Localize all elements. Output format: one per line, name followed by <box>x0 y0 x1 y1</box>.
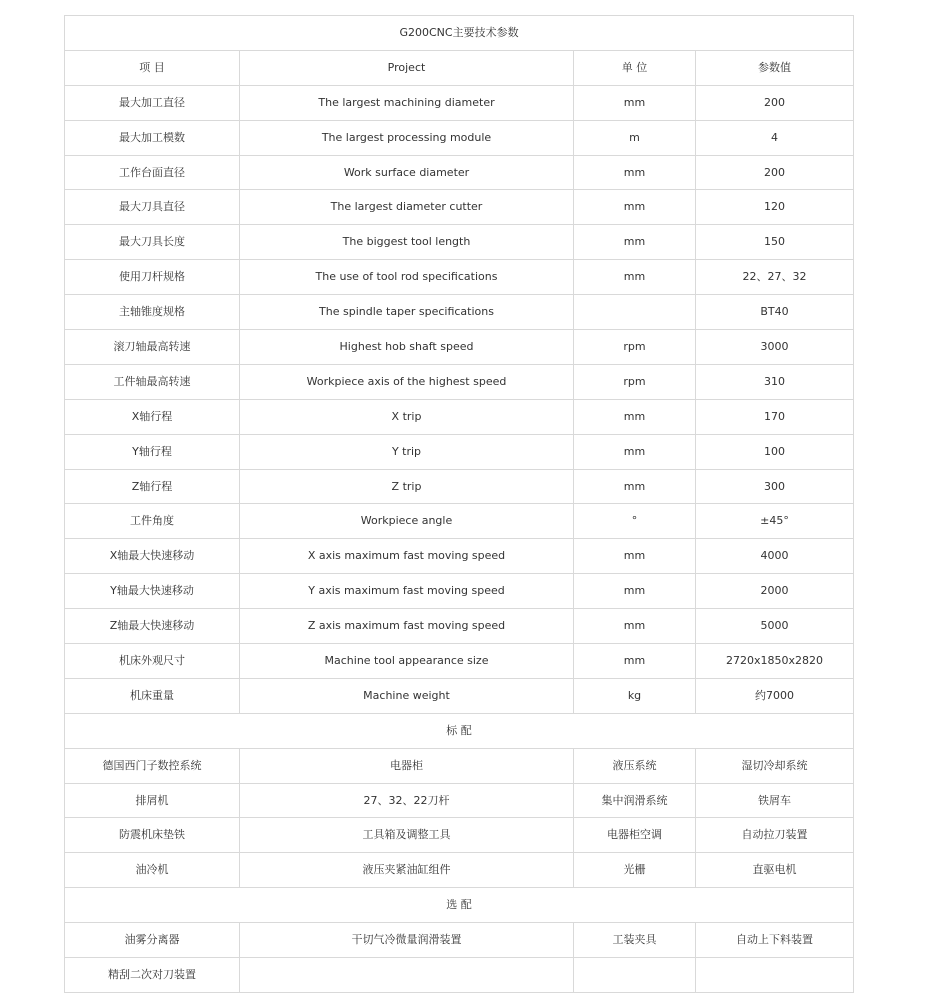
param-name-en: X trip <box>240 399 574 434</box>
title-row <box>65 16 854 51</box>
standard-item: 油冷机 <box>65 853 240 888</box>
param-name-cn: 工件角度 <box>65 504 240 539</box>
param-name-en: Machine tool appearance size <box>240 644 574 679</box>
param-value: 4000 <box>696 539 854 574</box>
param-row <box>65 120 854 155</box>
param-name-en: Z axis maximum fast moving speed <box>240 609 574 644</box>
param-name-cn: 最大刀具长度 <box>65 225 240 260</box>
param-name-cn: X轴行程 <box>65 399 240 434</box>
param-name-cn: 主轴锥度规格 <box>65 295 240 330</box>
optional-item <box>696 958 854 993</box>
optional-item: 自动上下料装置 <box>696 923 854 958</box>
param-row <box>65 364 854 399</box>
standard-item-row <box>65 853 854 888</box>
param-name-en: Highest hob shaft speed <box>240 330 574 365</box>
standard-item: 湿切冷却系统 <box>696 748 854 783</box>
param-row <box>65 469 854 504</box>
param-unit: mm <box>574 434 696 469</box>
spec-table-body <box>65 16 854 993</box>
param-name-cn: X轴最大快速移动 <box>65 539 240 574</box>
standard-heading: 标 配 <box>65 713 854 748</box>
param-value: 100 <box>696 434 854 469</box>
param-name-en: The largest processing module <box>240 120 574 155</box>
param-unit: mm <box>574 190 696 225</box>
param-value: 200 <box>696 85 854 120</box>
param-name-en: X axis maximum fast moving speed <box>240 539 574 574</box>
param-row <box>65 155 854 190</box>
param-row <box>65 539 854 574</box>
standard-item: 防震机床垫铁 <box>65 818 240 853</box>
param-value: 300 <box>696 469 854 504</box>
standard-item: 集中润滑系统 <box>574 783 696 818</box>
standard-item-row <box>65 818 854 853</box>
table-title: G200CNC主要技术参数 <box>65 16 854 51</box>
param-row <box>65 225 854 260</box>
standard-item-row <box>65 783 854 818</box>
param-name-cn: 机床外观尺寸 <box>65 644 240 679</box>
header-unit: 单 位 <box>574 50 696 85</box>
standard-item: 27、32、22刀杆 <box>240 783 574 818</box>
optional-item: 精刮二次对刀装置 <box>65 958 240 993</box>
param-row <box>65 260 854 295</box>
param-name-en: The spindle taper specifications <box>240 295 574 330</box>
header-value: 参数值 <box>696 50 854 85</box>
param-name-en: The largest machining diameter <box>240 85 574 120</box>
param-row <box>65 85 854 120</box>
param-name-cn: 滚刀轴最高转速 <box>65 330 240 365</box>
param-name-en: The use of tool rod specifications <box>240 260 574 295</box>
param-value: 200 <box>696 155 854 190</box>
param-value: BT40 <box>696 295 854 330</box>
param-row <box>65 399 854 434</box>
param-name-en: Work surface diameter <box>240 155 574 190</box>
param-name-en: Workpiece axis of the highest speed <box>240 364 574 399</box>
optional-item <box>574 958 696 993</box>
param-name-cn: 使用刀杆规格 <box>65 260 240 295</box>
param-name-cn: Y轴行程 <box>65 434 240 469</box>
param-value: 5000 <box>696 609 854 644</box>
param-unit: mm <box>574 399 696 434</box>
param-unit: kg <box>574 678 696 713</box>
optional-item: 工装夹具 <box>574 923 696 958</box>
param-value: 2720x1850x2820 <box>696 644 854 679</box>
optional-item: 干切气冷微量润滑装置 <box>240 923 574 958</box>
standard-item: 光栅 <box>574 853 696 888</box>
param-unit: mm <box>574 85 696 120</box>
standard-item: 直驱电机 <box>696 853 854 888</box>
param-name-en: Workpiece angle <box>240 504 574 539</box>
param-unit: mm <box>574 225 696 260</box>
param-value: 120 <box>696 190 854 225</box>
param-value: 310 <box>696 364 854 399</box>
param-row <box>65 295 854 330</box>
spec-table <box>64 15 854 993</box>
standard-item: 电器柜 <box>240 748 574 783</box>
standard-item: 电器柜空调 <box>574 818 696 853</box>
header-item: 项 目 <box>65 50 240 85</box>
standard-heading-row <box>65 713 854 748</box>
standard-item: 德国西门子数控系统 <box>65 748 240 783</box>
standard-item: 液压夹紧油缸组件 <box>240 853 574 888</box>
param-unit: m <box>574 120 696 155</box>
param-value: 3000 <box>696 330 854 365</box>
standard-item: 排屑机 <box>65 783 240 818</box>
param-row <box>65 678 854 713</box>
param-unit: rpm <box>574 330 696 365</box>
param-row <box>65 504 854 539</box>
param-name-cn: 工件轴最高转速 <box>65 364 240 399</box>
param-unit: mm <box>574 155 696 190</box>
param-value: 约7000 <box>696 678 854 713</box>
param-value: 22、27、32 <box>696 260 854 295</box>
optional-item <box>240 958 574 993</box>
param-name-en: Y axis maximum fast moving speed <box>240 574 574 609</box>
optional-item: 油雾分离器 <box>65 923 240 958</box>
header-row <box>65 50 854 85</box>
param-unit: mm <box>574 644 696 679</box>
param-name-cn: 最大加工模数 <box>65 120 240 155</box>
param-unit: mm <box>574 260 696 295</box>
standard-item-row <box>65 748 854 783</box>
param-name-cn: 最大加工直径 <box>65 85 240 120</box>
param-unit: mm <box>574 574 696 609</box>
param-name-cn: 最大刀具直径 <box>65 190 240 225</box>
param-name-cn: Z轴行程 <box>65 469 240 504</box>
standard-item: 液压系统 <box>574 748 696 783</box>
param-name-en: Machine weight <box>240 678 574 713</box>
param-name-cn: Z轴最大快速移动 <box>65 609 240 644</box>
param-unit: mm <box>574 469 696 504</box>
param-row <box>65 434 854 469</box>
param-name-cn: 机床重量 <box>65 678 240 713</box>
param-row <box>65 609 854 644</box>
optional-item-row <box>65 958 854 993</box>
header-project: Project <box>240 50 574 85</box>
param-row <box>65 574 854 609</box>
param-name-cn: 工作台面直径 <box>65 155 240 190</box>
param-unit: ° <box>574 504 696 539</box>
standard-item: 工具箱及调整工具 <box>240 818 574 853</box>
standard-item: 自动拉刀装置 <box>696 818 854 853</box>
param-unit: mm <box>574 609 696 644</box>
param-value: 4 <box>696 120 854 155</box>
param-name-cn: Y轴最大快速移动 <box>65 574 240 609</box>
param-value: 150 <box>696 225 854 260</box>
standard-item: 铁屑车 <box>696 783 854 818</box>
param-row <box>65 644 854 679</box>
param-unit <box>574 295 696 330</box>
param-row <box>65 190 854 225</box>
optional-heading: 选 配 <box>65 888 854 923</box>
param-row <box>65 330 854 365</box>
param-name-en: The largest diameter cutter <box>240 190 574 225</box>
optional-item-row <box>65 923 854 958</box>
param-name-en: Y trip <box>240 434 574 469</box>
param-value: 170 <box>696 399 854 434</box>
param-unit: rpm <box>574 364 696 399</box>
param-name-en: Z trip <box>240 469 574 504</box>
param-unit: mm <box>574 539 696 574</box>
param-name-en: The biggest tool length <box>240 225 574 260</box>
param-value: ±45° <box>696 504 854 539</box>
param-value: 2000 <box>696 574 854 609</box>
optional-heading-row <box>65 888 854 923</box>
